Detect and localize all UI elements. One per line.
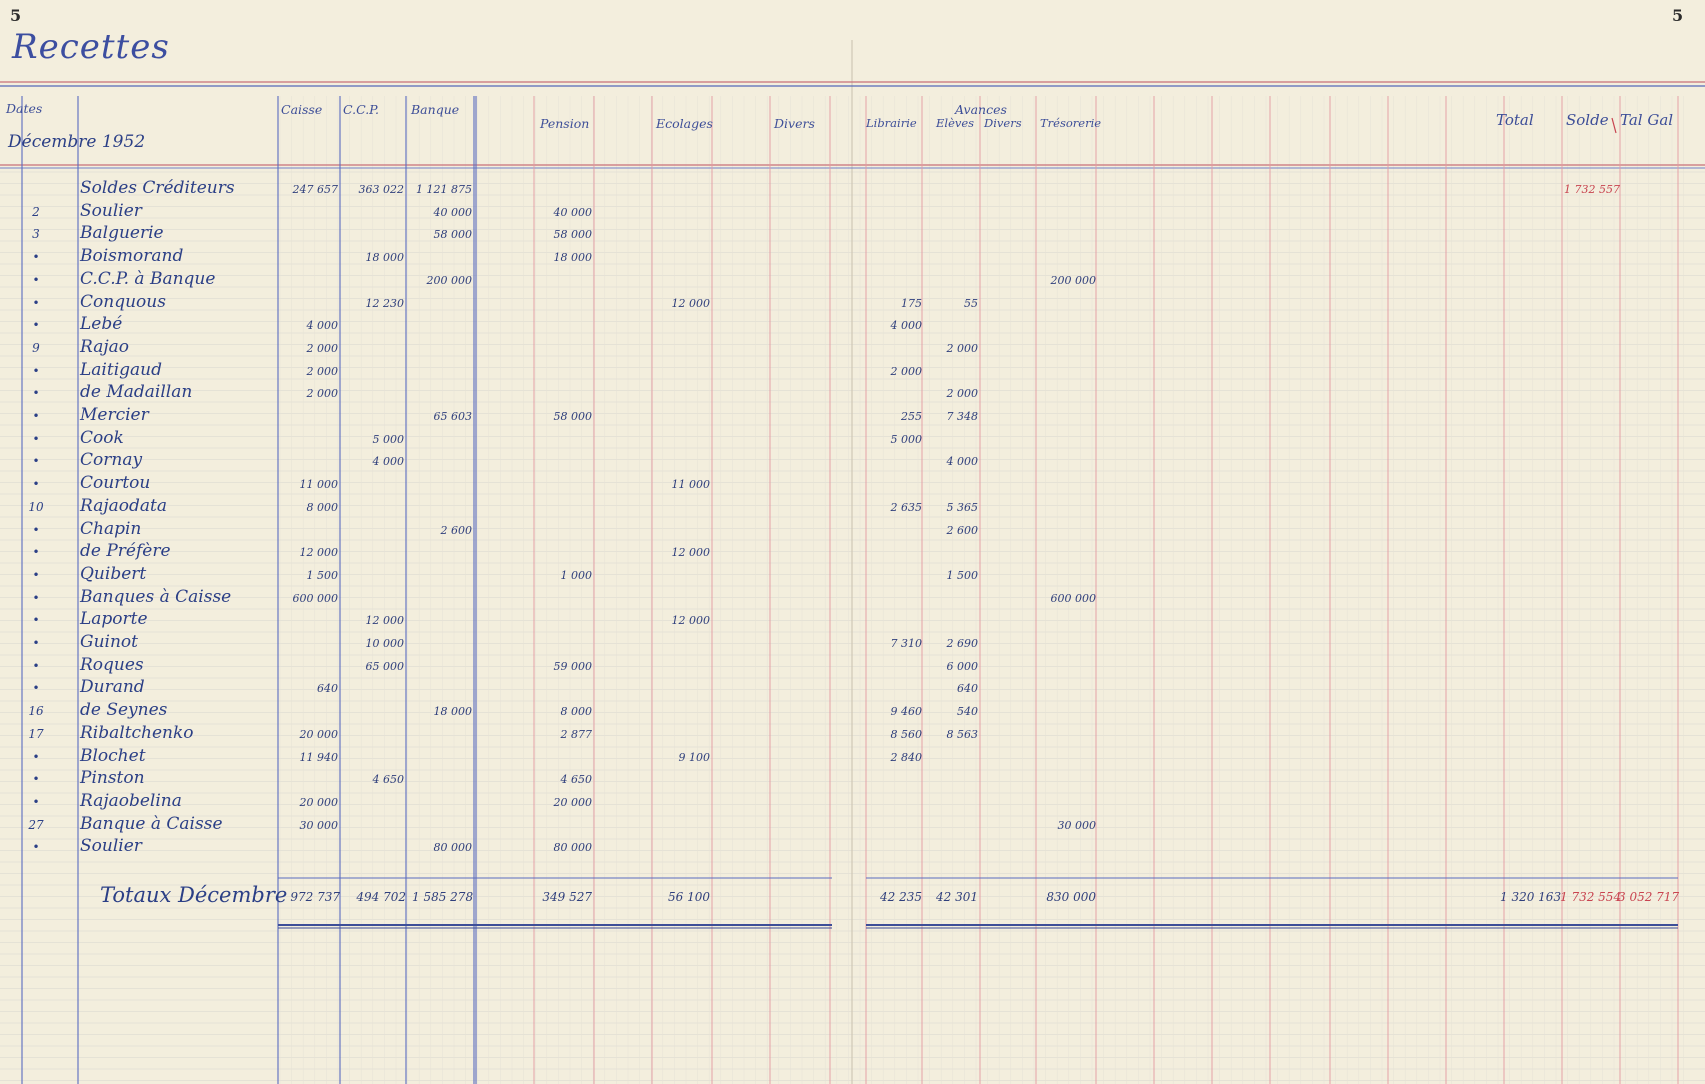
row-name: Soulier — [80, 201, 142, 221]
cell-eleves: 2 000 — [946, 342, 978, 355]
row-name: Rajaodata — [80, 496, 167, 516]
row-name: Rajao — [80, 337, 129, 357]
cell-caisse: 640 — [317, 682, 338, 695]
cell-caisse: 12 000 — [299, 546, 338, 559]
row-name: Cook — [80, 428, 124, 448]
row-name: Ribaltchenko — [80, 723, 194, 743]
cell-librairie: 175 — [901, 297, 922, 310]
header-total: Total — [1496, 111, 1534, 129]
cell-ecolages: 12 000 — [671, 297, 710, 310]
cell-banque: 1 121 875 — [416, 183, 472, 196]
cell-librairie: 5 000 — [890, 433, 922, 446]
row-date: • — [32, 432, 40, 446]
cell-eleves: 540 — [957, 705, 978, 718]
row-name: Mercier — [80, 405, 149, 425]
total-ecolages: 56 100 — [668, 890, 710, 904]
header-tresorerie: Trésorerie — [1040, 116, 1102, 130]
row-date: • — [32, 454, 40, 468]
row-date: • — [32, 772, 40, 786]
cell-tresorerie: 600 000 — [1050, 592, 1096, 605]
cell-caisse: 11 000 — [299, 478, 338, 491]
header-librairie: Librairie — [866, 116, 917, 130]
cell-pension: 59 000 — [553, 660, 592, 673]
row-date: • — [32, 409, 40, 423]
row-name: Chapin — [80, 519, 142, 539]
cell-caisse: 2 000 — [306, 365, 338, 378]
header-dates: Dates — [6, 101, 43, 116]
cell-pension: 1 000 — [560, 569, 592, 582]
cell-ccp: 12 230 — [365, 297, 404, 310]
row-name: Blochet — [80, 746, 146, 766]
total-banque: 1 585 278 — [412, 890, 474, 904]
row-date: 16 — [28, 704, 44, 718]
header-solde: Solde — [1566, 111, 1609, 129]
row-date: • — [32, 545, 40, 559]
cell-eleves: 2 690 — [946, 637, 978, 650]
row-date: 17 — [28, 727, 44, 741]
cell-eleves: 1 500 — [946, 569, 978, 582]
row-name: de Madaillan — [80, 382, 193, 402]
cell-librairie: 9 460 — [890, 705, 922, 718]
row-name: Soulier — [80, 836, 142, 856]
row-name: Pinston — [80, 768, 145, 788]
cell-pension: 2 877 — [560, 728, 592, 741]
cell-banque: 80 000 — [433, 841, 472, 854]
cell-eleves: 5 365 — [946, 501, 978, 514]
row-name: Rajaobelina — [80, 791, 182, 811]
row-date: • — [32, 250, 40, 264]
header-banque: Banque — [411, 102, 460, 117]
row-name: Guinot — [80, 632, 138, 652]
row-date: • — [32, 523, 40, 537]
cell-ecolages: 12 000 — [671, 546, 710, 559]
cell-ecolages: 12 000 — [671, 614, 710, 627]
row-date: • — [32, 591, 40, 605]
header-divers: Divers — [774, 116, 815, 131]
totals-label: Totaux Décembre — [100, 883, 288, 907]
cell-ccp: 5 000 — [372, 433, 404, 446]
cell-caisse: 11 940 — [299, 751, 338, 764]
row-name: Roques — [80, 655, 144, 675]
row-name: Quibert — [80, 564, 147, 584]
row-name: Banque à Caisse — [80, 814, 223, 834]
total-tresorerie: 830 000 — [1046, 890, 1096, 904]
cell-ccp: 363 022 — [358, 183, 404, 196]
total-solde: 1 732 554 — [1560, 890, 1622, 904]
total-caisse: 972 737 — [290, 890, 340, 904]
cell-caisse: 2 000 — [306, 387, 338, 400]
header-caisse: Caisse — [281, 102, 323, 117]
cell-eleves: 4 000 — [946, 455, 978, 468]
row-date: 3 — [32, 227, 40, 241]
cell-caisse: 1 500 — [306, 569, 338, 582]
cell-banque: 2 600 — [440, 524, 472, 537]
cell-caisse: 2 000 — [306, 342, 338, 355]
cell-caisse: 20 000 — [299, 728, 338, 741]
total-pension: 349 527 — [542, 890, 592, 904]
total-ccp: 494 702 — [356, 890, 406, 904]
cell-eleves: 7 348 — [946, 410, 978, 423]
row-date: • — [32, 681, 40, 695]
row-name: Lebé — [80, 314, 123, 334]
row-date: • — [32, 273, 40, 287]
cell-pension: 4 650 — [560, 773, 592, 786]
cell-pension: 40 000 — [553, 206, 592, 219]
period-label: Décembre 1952 — [8, 132, 146, 152]
cell-banque: 58 000 — [433, 228, 472, 241]
row-date: 9 — [32, 341, 40, 355]
total-librairie: 42 235 — [880, 890, 922, 904]
row-date: • — [32, 840, 40, 854]
row-name: de Préfère — [80, 541, 171, 561]
row-name: Laitigaud — [80, 360, 162, 380]
cell-ccp: 65 000 — [365, 660, 404, 673]
row-name: Soldes Créditeurs — [80, 178, 235, 198]
cell-librairie: 2 635 — [890, 501, 922, 514]
cell-caisse: 20 000 — [299, 796, 338, 809]
row-name: Balguerie — [80, 223, 164, 243]
cell-eleves: 8 563 — [946, 728, 978, 741]
page-title: Recettes — [12, 27, 170, 67]
cell-ecolages: 9 100 — [678, 751, 710, 764]
row-date: 10 — [28, 500, 44, 514]
cell-pension: 58 000 — [553, 410, 592, 423]
row-name: Conquous — [80, 292, 166, 312]
cell-pension: 8 000 — [560, 705, 592, 718]
row-date: • — [32, 636, 40, 650]
row-date: • — [32, 568, 40, 582]
cell-eleves: 640 — [957, 682, 978, 695]
row-date: • — [32, 386, 40, 400]
row-name: Laporte — [80, 609, 148, 629]
total-eleves: 42 301 — [936, 890, 978, 904]
page-number-right: 5 — [1672, 6, 1684, 25]
row-name: Banques à Caisse — [80, 587, 232, 607]
cell-pension: 80 000 — [553, 841, 592, 854]
cell-tresorerie: 200 000 — [1050, 274, 1096, 287]
cell-librairie: 8 560 — [890, 728, 922, 741]
cell-ccp: 10 000 — [365, 637, 404, 650]
cell-caisse: 8 000 — [306, 501, 338, 514]
cell-librairie: 4 000 — [890, 319, 922, 332]
header-total-general: Tal Gal — [1620, 111, 1674, 129]
total-total: 1 320 163 — [1500, 890, 1562, 904]
row-name: Cornay — [80, 450, 143, 470]
row-name: Durand — [80, 677, 145, 697]
cell-pension: 20 000 — [553, 796, 592, 809]
cell-caisse: 247 657 — [292, 183, 338, 196]
cell-caisse: 30 000 — [299, 819, 338, 832]
row-date: • — [32, 613, 40, 627]
header-ccp: C.C.P. — [343, 102, 380, 117]
row-date: • — [32, 659, 40, 673]
page-number-left: 5 — [10, 6, 22, 25]
cell-librairie: 7 310 — [890, 637, 922, 650]
row-date: • — [32, 795, 40, 809]
cell-pension: 18 000 — [553, 251, 592, 264]
cell-banque: 40 000 — [433, 206, 472, 219]
cell-ccp: 18 000 — [365, 251, 404, 264]
header-eleves: Elèves — [936, 116, 975, 130]
row-name: de Seynes — [80, 700, 168, 720]
cell-librairie: 255 — [901, 410, 922, 423]
row-name: C.C.P. à Banque — [80, 269, 216, 289]
cell-ccp: 12 000 — [365, 614, 404, 627]
cell-pension: 58 000 — [553, 228, 592, 241]
header-ecolages: Ecolages — [656, 116, 713, 131]
header-divers-avances: Divers — [984, 116, 1022, 130]
cell-eleves: 6 000 — [946, 660, 978, 673]
header-pension: Pension — [540, 116, 590, 131]
row-date: • — [32, 296, 40, 310]
cell-librairie: 2 840 — [890, 751, 922, 764]
cell-tresorerie: 30 000 — [1057, 819, 1096, 832]
cell-banque: 200 000 — [426, 274, 472, 287]
cell-banque: 18 000 — [433, 705, 472, 718]
cell-eleves: 2 600 — [946, 524, 978, 537]
cell-ecolages: 11 000 — [671, 478, 710, 491]
row-name: Boismorand — [80, 246, 184, 266]
cell-eleves: 55 — [964, 297, 978, 310]
row-date: • — [32, 477, 40, 491]
row-date: 27 — [28, 818, 44, 832]
cell-caisse: 4 000 — [306, 319, 338, 332]
row-date: • — [32, 750, 40, 764]
cell-eleves: 2 000 — [946, 387, 978, 400]
row-date: • — [32, 318, 40, 332]
cell-librairie: 2 000 — [890, 365, 922, 378]
cell-caisse: 600 000 — [292, 592, 338, 605]
cell-solde: 1 732 557 — [1564, 183, 1620, 196]
cell-ccp: 4 650 — [372, 773, 404, 786]
total-general: 3 052 717 — [1618, 890, 1680, 904]
cell-ccp: 4 000 — [372, 455, 404, 468]
row-date: • — [32, 364, 40, 378]
row-name: Courtou — [80, 473, 151, 493]
header-avances: Avances — [955, 102, 1007, 117]
cell-banque: 65 603 — [433, 410, 472, 423]
row-date: 2 — [32, 205, 40, 219]
